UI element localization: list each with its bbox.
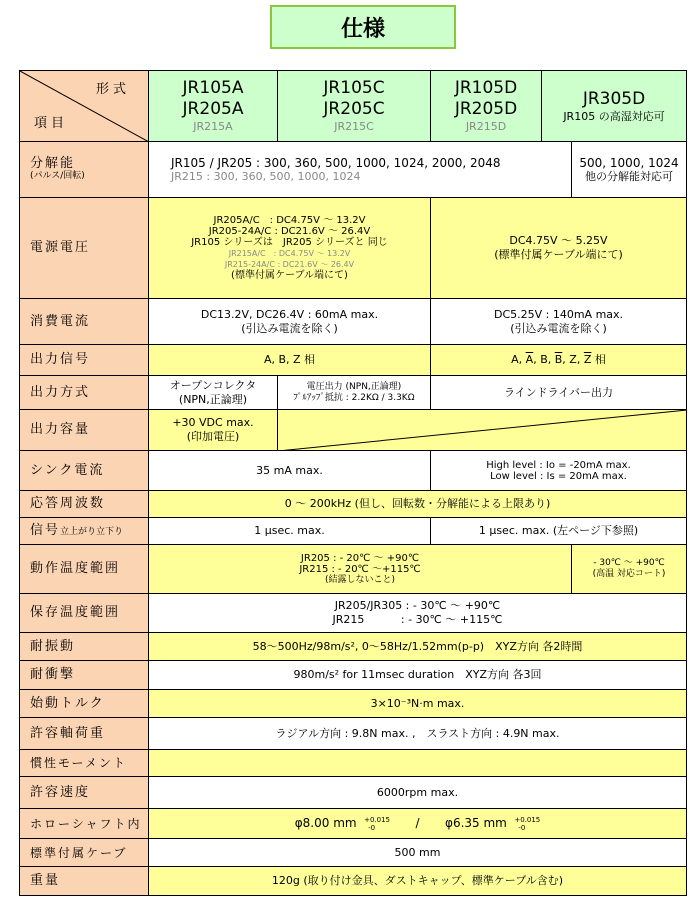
voltage-right: [431, 198, 687, 299]
row-label: [20, 518, 149, 545]
capacity-na: [278, 410, 687, 451]
resolution-side: [572, 142, 687, 198]
row-label: 出力方式: [20, 376, 149, 410]
row-shock: [20, 661, 687, 690]
diagonal-line: [278, 410, 687, 451]
header-col-305d: [542, 71, 687, 142]
sink-line: High level : Io = -20mA max.: [486, 459, 631, 471]
model-name: JR215A: [193, 120, 233, 133]
capacity-line: (印加電圧): [186, 430, 240, 443]
signal-left: A, B, Z 相: [149, 345, 431, 376]
header-col-d: [431, 71, 542, 142]
voltage-line: JR205-24A/C : DC21.6V ～ 26.4V: [208, 226, 371, 237]
voltage-line: JR105 シリーズは JR205 シリーズと 同じ: [191, 237, 388, 248]
model-note: JR105 の高湿対応可: [563, 109, 665, 123]
signal-comma: ,: [533, 353, 537, 366]
load-value: ラジアル方向 : 9.8N max. , スラスト方向 : 4.9N max.: [149, 718, 687, 750]
signal-suffix: 相: [594, 353, 606, 366]
row-freq: [20, 491, 687, 518]
method-voltage-output: [278, 376, 431, 410]
signal-a: A,: [511, 353, 523, 366]
row-storage-temp: [20, 594, 687, 633]
row-load: [20, 718, 687, 750]
resolution-side-line: 他の分解能対応可: [585, 169, 673, 183]
method-line: (NPN,正論理): [178, 392, 248, 406]
row-label-small: 立上がり立下り: [60, 527, 124, 537]
voltage-line: JR215-24A/C : DC21.6V ～ 26.4V: [224, 260, 355, 269]
row-voltage: [20, 198, 687, 299]
sttemp-value: [149, 594, 687, 633]
speed-value: 6000rpm max.: [149, 777, 687, 809]
weight-value: 120g (取り付け金具、ダストキャップ、標準ケーブル含む): [149, 867, 687, 896]
method-line-driver: ラインドライバー出力: [431, 376, 687, 410]
row-resolution: [20, 142, 687, 198]
voltage-line: (標準付属ケーブル端にて): [494, 248, 623, 261]
model-name: JR105D: [454, 78, 518, 98]
signal-right: [431, 345, 687, 376]
optemp-left: [149, 545, 572, 594]
voltage-line: JR215A/C : DC4.75V ～ 13.2V: [228, 249, 351, 258]
signal-comma: ,: [562, 353, 566, 366]
method-line: ﾌﾟﾙｱｯﾌﾟ抵抗 : 2.2KΩ / 3.3KΩ: [293, 392, 415, 403]
row-current: [20, 299, 687, 345]
resolution-side-line: 500, 1000, 1024: [579, 155, 679, 170]
header-corner: [20, 71, 149, 142]
tolerance-1: [364, 816, 390, 832]
rise-right: 1 μsec. max. (左ページ下参照): [431, 518, 687, 545]
optemp-line: - 30℃ ～ +90℃: [593, 558, 665, 568]
row-label: 慣性モーメント: [20, 750, 149, 777]
corner-bottom-label: 項目: [34, 116, 69, 131]
optemp-line: JR205 : - 20℃ ～ +90℃: [300, 552, 420, 564]
sttemp-line: JR205/JR305 : - 30℃ ～ +90℃: [334, 599, 501, 612]
optemp-line: (高温 対応コート): [592, 569, 666, 579]
cable-value: 500 mm: [149, 839, 687, 867]
hollow-separator: /: [415, 815, 420, 830]
row-label: [20, 142, 149, 198]
voltage-line: DC4.75V ～ 5.25V: [509, 234, 608, 247]
spec-table: [19, 70, 687, 896]
model-name: JR305D: [582, 88, 646, 109]
signal-b-bar: $\overline{B}$: [554, 353, 563, 366]
model-name: JR215D: [465, 120, 507, 133]
header-row: [20, 71, 687, 142]
row-capacity: [20, 410, 687, 451]
row-speed: [20, 777, 687, 809]
shock-value: 980m/s² for 11msec duration XYZ方向 各3回: [149, 661, 687, 690]
model-name: JR215C: [334, 120, 374, 133]
row-vibration: [20, 633, 687, 661]
row-label-text: 信号: [30, 523, 61, 538]
method-line: オープンコレクタ: [169, 378, 257, 392]
voltage-left: [149, 198, 431, 299]
inertia-value: [149, 750, 687, 777]
row-signal: [20, 345, 687, 376]
row-label: 始動トルク: [20, 690, 149, 718]
row-label: 保存温度範囲: [20, 594, 149, 633]
signal-a-bar: $\overline{A}$: [525, 353, 534, 366]
hollow-value: [149, 809, 687, 839]
row-label: 許容速度: [20, 777, 149, 809]
row-torque: [20, 690, 687, 718]
row-label: シンク電流: [20, 451, 149, 491]
model-name: JR205C: [323, 99, 385, 119]
model-name: JR205D: [454, 99, 518, 119]
hollow-value-2: φ6.35 mm: [445, 815, 507, 830]
row-label: 応答周波数: [20, 491, 149, 518]
rise-left: 1 μsec. max.: [149, 518, 431, 545]
method-line: 電圧出力 (NPN,正論理): [306, 381, 402, 392]
row-inertia: [20, 750, 687, 777]
row-label: 耐振動: [20, 633, 149, 661]
hollow-value-1: φ8.00 mm: [294, 815, 357, 830]
row-label: 重量: [20, 867, 149, 896]
current-line: (引込み電流を除く): [510, 321, 607, 335]
signal-z: Z,: [569, 353, 581, 366]
current-left: [149, 299, 431, 345]
tolerance-upper: +0.015: [364, 815, 390, 824]
capacity-line: +30 VDC max.: [172, 416, 254, 429]
model-name: JR105A: [182, 78, 244, 98]
current-line: DC5.25V : 140mA max.: [493, 307, 624, 321]
optemp-line: (結露しないこと): [324, 574, 396, 585]
row-label: ホローシャフト内: [20, 809, 149, 839]
tolerance-lower: -0: [368, 823, 376, 832]
model-name: JR105C: [323, 78, 385, 98]
sink-left: 35 mA max.: [149, 451, 431, 491]
capacity-value: [149, 410, 278, 451]
row-cable: [20, 839, 687, 867]
resolution-line: JR215 : 300, 360, 500, 1000, 1024: [171, 169, 361, 183]
row-label: 消費電流: [20, 299, 149, 345]
row-weight: [20, 867, 687, 896]
row-label: 耐衝撃: [20, 661, 149, 690]
tolerance-lower: -0: [518, 823, 526, 832]
row-rise: [20, 518, 687, 545]
corner-top-label: 形式: [95, 82, 130, 97]
page-title: 仕様: [270, 5, 456, 49]
current-line: DC13.2V, DC26.4V : 60mA max.: [200, 307, 379, 321]
optemp-line: JR215 : - 20℃ ～+115℃: [299, 563, 421, 575]
vibration-value: 58～500Hz/98m/s², 0～58Hz/1.52mm(p-p) XYZ方向 各2時間: [149, 633, 687, 661]
row-sublabel: (パルス/回転): [30, 171, 85, 181]
row-operating-temp: [20, 545, 687, 594]
current-line: (引込み電流を除く): [241, 321, 338, 335]
row-label: 動作温度範囲: [20, 545, 149, 594]
method-open-collector: [149, 376, 278, 410]
sink-right: [431, 451, 687, 491]
tolerance-2: [514, 816, 540, 832]
header-col-a: [149, 71, 278, 142]
row-label: 許容軸荷重: [20, 718, 149, 750]
resolution-main: [149, 142, 572, 198]
sttemp-line: JR215 : - 30℃ ～ +115℃: [332, 613, 503, 626]
row-label: 出力容量: [20, 410, 149, 451]
freq-value: 0 ～ 200kHz (但し、回転数・分解能による上限あり): [149, 491, 687, 518]
current-right: [431, 299, 687, 345]
signal-b: B,: [540, 353, 552, 366]
row-label: 出力信号: [20, 345, 149, 376]
row-label-text: 分解能: [30, 156, 76, 171]
row-method: [20, 376, 687, 410]
sink-line: Low level : Is = 20mA max.: [490, 470, 627, 482]
voltage-line: (標準付属ケーブル端にて): [231, 270, 348, 281]
model-name: JR205A: [182, 99, 244, 119]
optemp-right: [572, 545, 687, 594]
signal-z-bar: $\overline{Z}$: [583, 353, 592, 366]
tolerance-upper: +0.015: [514, 815, 541, 824]
row-label: 標準付属ケーブ: [20, 839, 149, 867]
row-label: 電源電圧: [20, 198, 149, 299]
row-hollow: [20, 809, 687, 839]
torque-value: 3×10⁻³N·m max.: [149, 690, 687, 718]
header-col-c: [278, 71, 431, 142]
voltage-line: JR205A/C : DC4.75V ～ 13.2V: [213, 215, 366, 226]
row-sink: [20, 451, 687, 491]
resolution-line: JR105 / JR205 : 300, 360, 500, 1000, 1024, 2000, 2048: [171, 155, 501, 170]
